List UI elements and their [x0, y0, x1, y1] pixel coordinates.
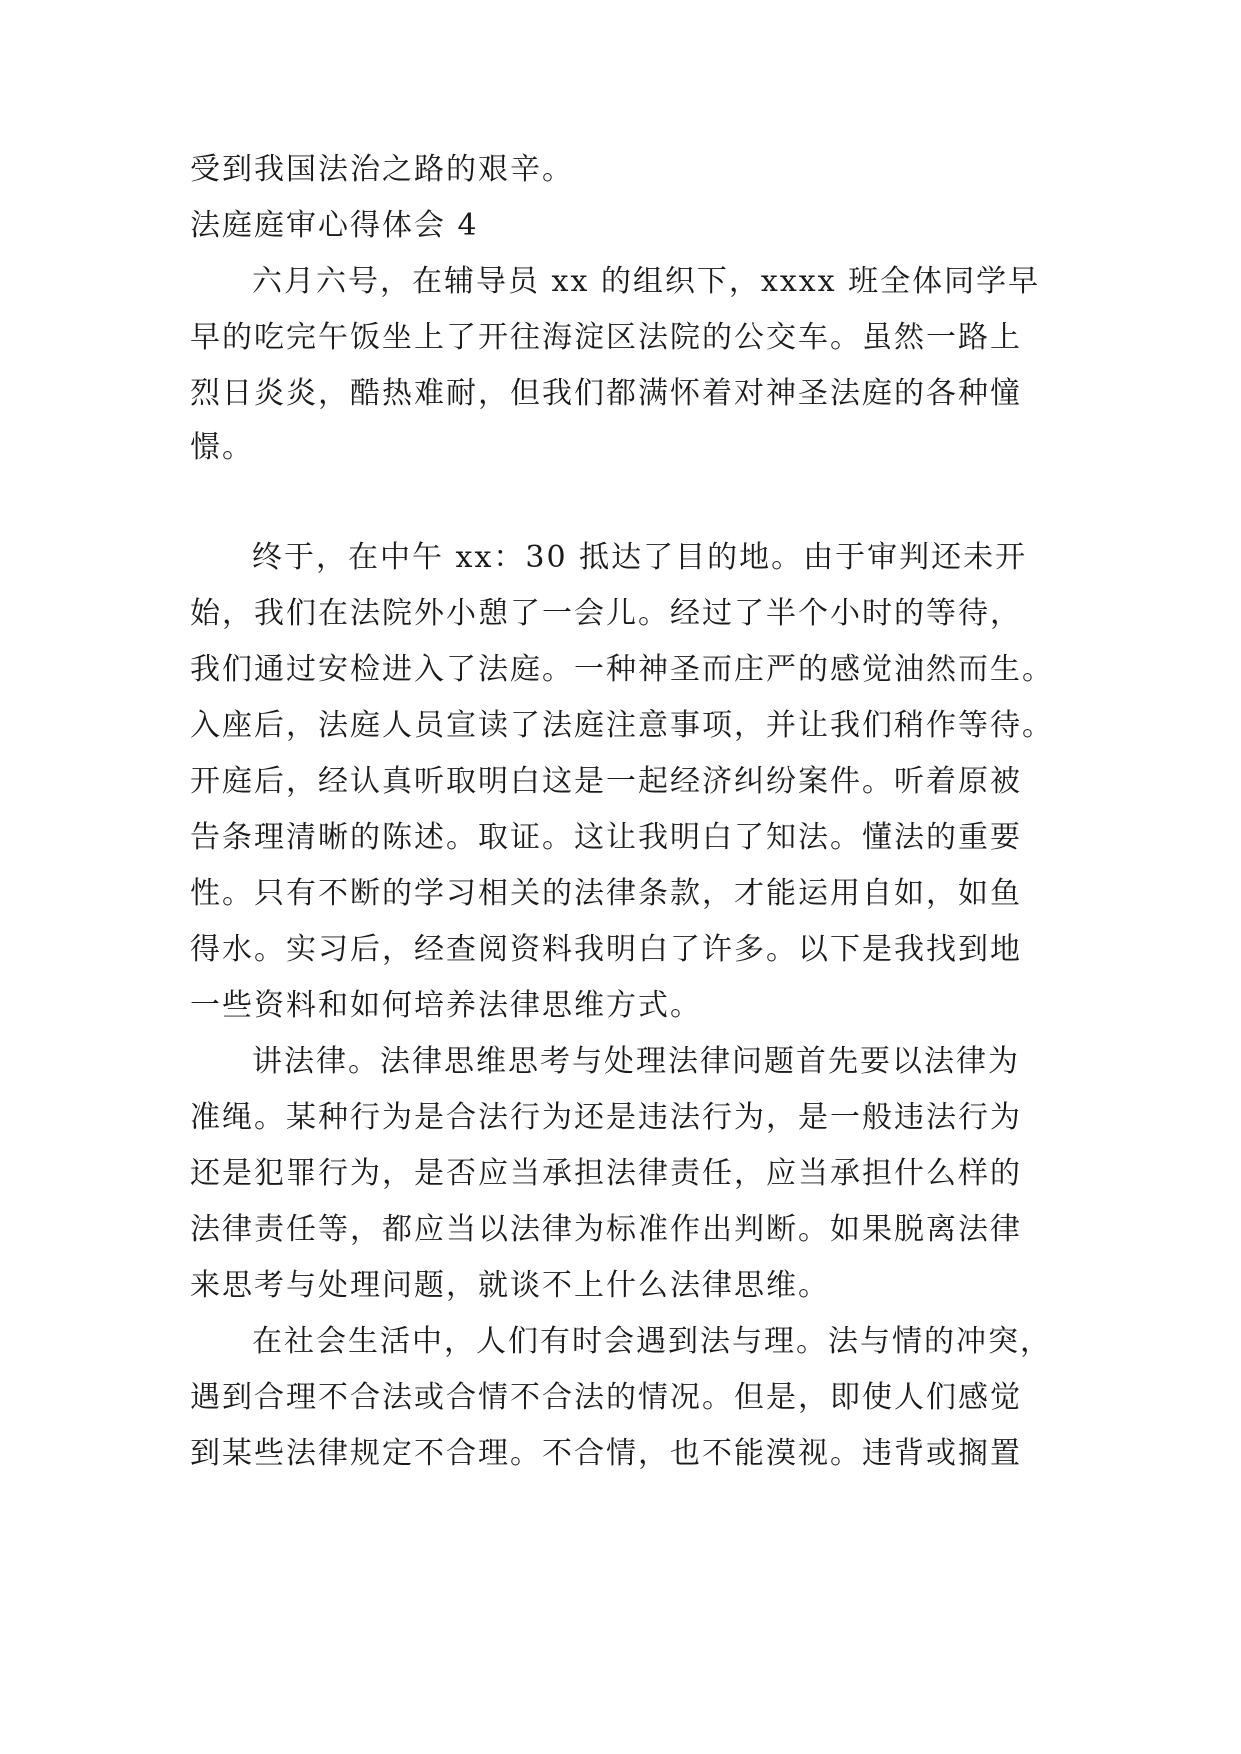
text-line: 遇到合理不合法或合情不合法的情况。但是，即使人们感觉	[190, 1380, 1022, 1415]
paragraph-start-line: 终于，在中午 xx：30 抵达了目的地。由于审判还未开	[252, 540, 1028, 575]
text-line: 早的吃完午饭坐上了开往海淀区法院的公交车。虽然一路上	[190, 320, 1022, 355]
text-line: 我们通过安检进入了法庭。一种神圣而庄严的感觉油然而生。	[190, 652, 1054, 687]
text-line: 还是犯罪行为，是否应当承担法律责任，应当承担什么样的	[190, 1156, 1022, 1191]
paragraph-start-line: 在社会生活中，人们有时会遇到法与理。法与情的冲突，	[252, 1324, 1052, 1359]
text-line: 告条理清晰的陈述。取证。这让我明白了知法。懂法的重要	[190, 820, 1022, 855]
text-line: 入座后，法庭人员宣读了法庭注意事项，并让我们稍作等待。	[190, 708, 1054, 743]
text-line: 始，我们在法院外小憩了一会儿。经过了半个小时的等待，	[190, 596, 1022, 631]
text-line: 一些资料和如何培养法律思维方式。	[190, 988, 702, 1023]
text-line: 受到我国法治之路的艰辛。	[190, 152, 574, 187]
text-line: 准绳。某种行为是合法行为还是违法行为，是一般违法行为	[190, 1100, 1022, 1135]
section-heading: 法庭庭审心得体会 4	[190, 208, 479, 243]
text-line: 性。只有不断的学习相关的法律条款，才能运用自如，如鱼	[190, 876, 1022, 911]
text-line: 来思考与处理问题，就谈不上什么法律思维。	[190, 1268, 830, 1303]
text-line: 到某些法律规定不合理。不合情，也不能漠视。违背或搁置	[190, 1436, 1022, 1471]
text-line: 法律责任等，都应当以法律为标准作出判断。如果脱离法律	[190, 1212, 1022, 1247]
paragraph-start-line: 六月六号，在辅导员 xx 的组织下，xxxx 班全体同学早	[252, 264, 1041, 299]
text-line: 得水。实习后，经查阅资料我明白了许多。以下是我找到地	[190, 932, 1022, 967]
paragraph-start-line: 讲法律。法律思维思考与处理法律问题首先要以法律为	[252, 1044, 1020, 1079]
text-line: 开庭后，经认真听取明白这是一起经济纠纷案件。听着原被	[190, 764, 1022, 799]
text-line: 烈日炎炎，酷热难耐，但我们都满怀着对神圣法庭的各种憧	[190, 376, 1022, 411]
text-line: 憬。	[190, 430, 254, 465]
